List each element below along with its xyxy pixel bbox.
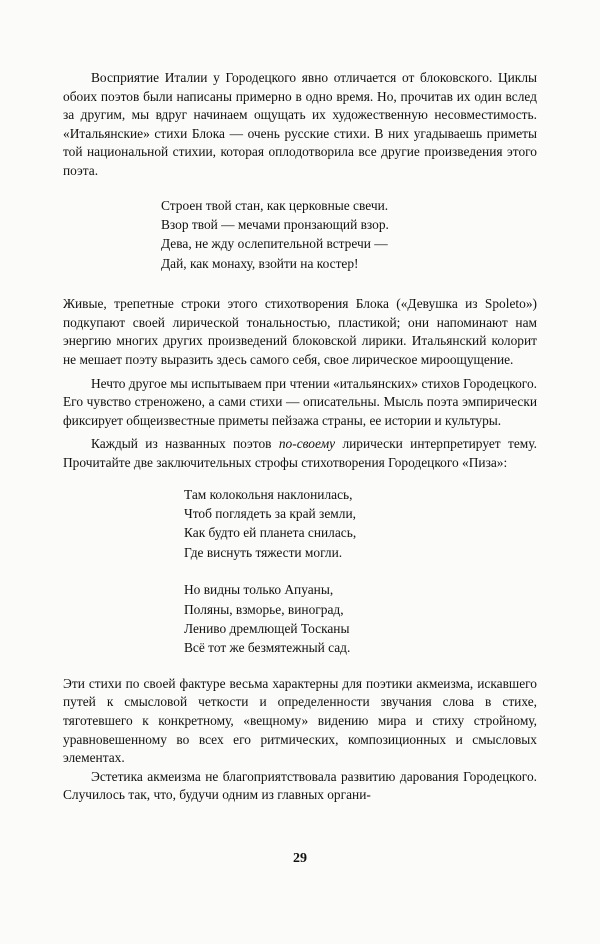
poem-line: Лениво дремлющей Тосканы [184, 620, 350, 636]
poem-pisa [184, 485, 537, 658]
page-content [63, 69, 537, 805]
paragraph-4-start: Каждый из названных поэтов [91, 436, 279, 452]
poem-line: Чтоб поглядеть за край земли, [184, 505, 356, 521]
poem-line: Дева, не жду ослепительной встречи — [161, 236, 388, 252]
poem-line: Как будто ей планета снилась, [184, 525, 357, 541]
poem-line: Взор твой — мечами пронзающий взор. [161, 216, 389, 232]
poem-line: Поляны, взморье, виноград, [184, 601, 344, 617]
poem-blok [161, 196, 537, 274]
poem-line: Там колокольня наклонилась, [184, 486, 353, 502]
poem-line: Дай, как монаху, взойти на костер! [161, 255, 359, 271]
paragraph-4-end: лирически интерпретирует тему. Прочитайте две заключительных строфы стихотворения Городецкого «Пиза»: [63, 436, 537, 470]
paragraph-6: Эстетика акмеизма не благоприятствовала развитию дарования Городецкого. Случилось так, что, будучи одним из главных органи- [63, 768, 537, 803]
paragraph-5: Эти стихи по своей фактуре весьма характерны для поэтики акмеизма, искавшего путей к смысловой четкости и определенности звучания слова в стихе, тяготевшего к конкретному, «вещному» видению мира и стиху стройному, уравновешенному во всех его ритмических, композиционных и смысловых элементах. [63, 675, 537, 766]
paragraph-4 [63, 435, 537, 472]
page-number: 29 [293, 851, 307, 866]
paragraph-3: Нечто другое мы испытываем при чтении «итальянских» стихов Городецкого. Его чувство стреножено, а сами стихи — описательны. Мысль поэта эмпирически фиксирует общеизвестные приметы пейзажа страны, ее истории и культуры. [63, 375, 537, 428]
poem-line: Где виснуть тяжести могли. [184, 544, 343, 560]
paragraph-2: Живые, трепетные строки этого стихотворения Блока («Девушка из Spoleto») подкупают своей лирической тональностью, пластикой; они напоминают нам энергию многих других произведений блоковской лирики. Итальянский колорит не мешает поэту выразить здесь самого себя, свое лирическое мироощущение. [63, 296, 537, 367]
paragraph-1: Восприятие Италии у Городецкого явно отличается от блоковского. Циклы обоих поэтов были написаны примерно в одно время. Но, прочитав их один вслед за другим, мы вдруг начинаем ощущать их художественную несовместимость. «Итальянские» стихи Блока — очень русские стихи. В них угадываешь приметы той национальной стихии, которая оплодотворила все другие произведения этого поэта. [63, 70, 537, 178]
poem-line: Всё тот же безмятежный сад. [184, 640, 351, 656]
emphasis-text: по-своему [278, 436, 336, 452]
poem-line: Но видны только Апуаны, [184, 582, 334, 598]
poem-line: Строен твой стан, как церковные свечи. [161, 197, 389, 213]
